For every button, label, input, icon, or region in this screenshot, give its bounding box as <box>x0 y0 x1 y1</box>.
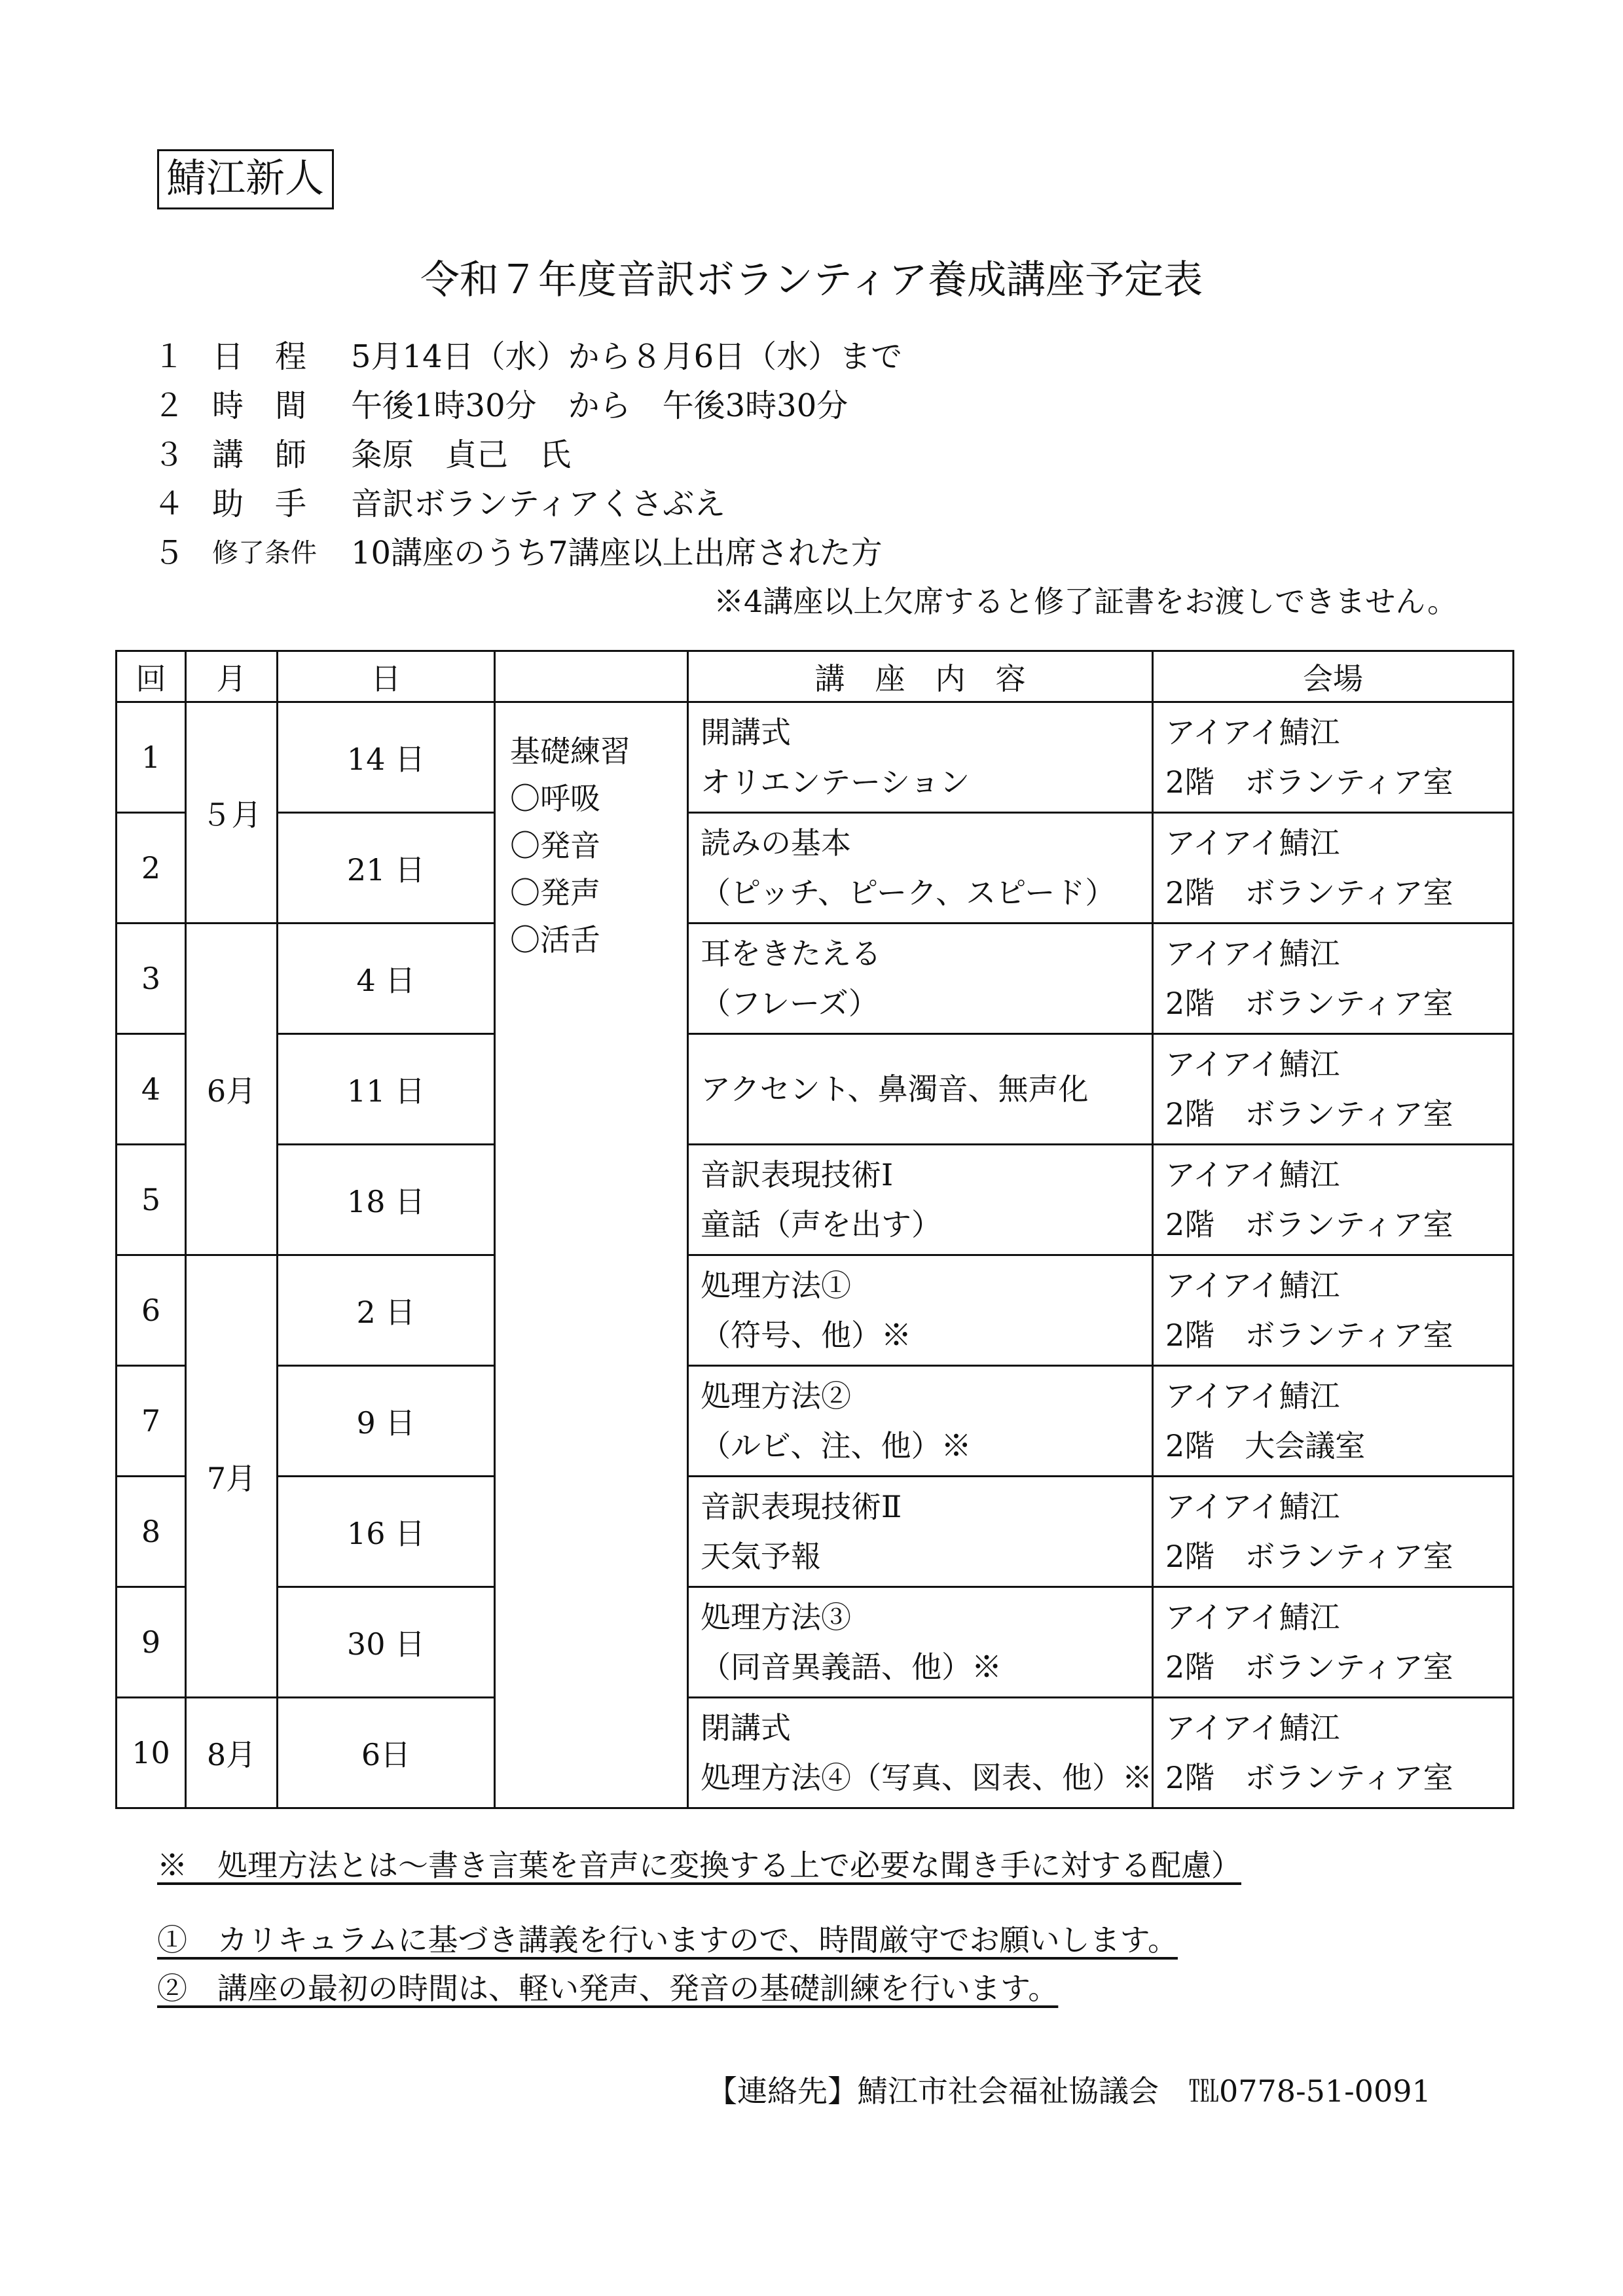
kai-cell: 9 <box>117 1587 186 1698</box>
info-value: 音訳ボランティアくさぶえ <box>351 486 726 522</box>
content-line: 処理方法① <box>701 1268 851 1303</box>
kai-cell: 3 <box>117 924 186 1034</box>
venue-cell <box>1153 1255 1514 1366</box>
kai-cell: 5 <box>117 1145 186 1255</box>
page-title: 令和７年度音訳ボランティア養成講座予定表 <box>420 257 1203 303</box>
day-cell: 21 日 <box>278 813 495 924</box>
processing-method-note: ※ 処理方法とは～書き言葉を音声に変換する上で必要な聞き手に対する配慮） <box>157 1848 1241 1883</box>
venue-line: 2階 ボランティア室 <box>1165 764 1453 800</box>
venue-line: アイアイ鯖江 <box>1165 1600 1340 1635</box>
venue-line: アイアイ鯖江 <box>1165 1047 1340 1082</box>
venue-line: アイアイ鯖江 <box>1165 1489 1340 1524</box>
table-header-row <box>117 651 1514 702</box>
venue-cell <box>1153 924 1514 1034</box>
header-content: 講 座 内 容 <box>688 651 1153 702</box>
practice-item: 〇活舌 <box>510 922 600 958</box>
content-line: （ピッチ、ピーク、スピード） <box>701 875 1116 910</box>
info-value: 5月14日（水）から８月6日（水）まで <box>351 338 903 375</box>
content-line: 音訳表現技術Ⅰ <box>701 1157 894 1193</box>
content-cell <box>688 1587 1153 1698</box>
venue-cell <box>1153 1034 1514 1145</box>
day-cell: 9 日 <box>278 1366 495 1477</box>
venue-cell <box>1153 1477 1514 1587</box>
day-cell: 16 日 <box>278 1477 495 1587</box>
venue-line: アイアイ鯖江 <box>1165 1710 1340 1746</box>
content-line: 読みの基本 <box>701 825 851 861</box>
venue-cell <box>1153 702 1514 813</box>
venue-line: アイアイ鯖江 <box>1165 936 1340 971</box>
info-value: 10講座のうち7講座以上出席された方 <box>351 535 883 571</box>
venue-line: 2階 ボランティア室 <box>1165 986 1453 1021</box>
venue-line: アイアイ鯖江 <box>1165 1378 1340 1414</box>
venue-line: 2階 ボランティア室 <box>1165 1096 1453 1132</box>
content-line: 処理方法③ <box>701 1600 851 1635</box>
content-line: （符号、他）※ <box>701 1318 911 1353</box>
table-row <box>117 1587 1514 1698</box>
note-2: ② 講座の最初の時間は、軽い発声、発音の基礎訓練を行います。 <box>157 1971 1059 2006</box>
kai-cell: 1 <box>117 702 186 813</box>
day-cell: 14 日 <box>278 702 495 813</box>
content-cell <box>688 702 1153 813</box>
header-kai: 回 <box>117 651 186 702</box>
content-cell <box>688 1034 1153 1145</box>
contact-info: 【連絡先】鯖江市社会福祉協議会 ℡0778-51-0091 <box>707 2073 1431 2109</box>
kai-cell: 8 <box>117 1477 186 1587</box>
practice-item: 〇呼吸 <box>510 781 600 816</box>
day-cell: 2 日 <box>278 1255 495 1366</box>
kai-cell: 10 <box>117 1698 186 1808</box>
practice-item: 〇発声 <box>510 875 600 910</box>
content-line: オリエンテーション <box>701 764 970 800</box>
kai-cell: 7 <box>117 1366 186 1477</box>
content-cell <box>688 813 1153 924</box>
header-month: 月 <box>186 651 278 702</box>
table-row <box>117 702 1514 813</box>
info-number: ２ <box>153 387 185 424</box>
header-venue: 会場 <box>1153 651 1514 702</box>
venue-line: 2階 ボランティア室 <box>1165 1539 1453 1574</box>
content-line: 童話（声を出す） <box>701 1207 941 1242</box>
content-cell <box>688 1145 1153 1255</box>
venue-line: 2階 大会議室 <box>1165 1428 1366 1463</box>
info-label: 日 程 <box>212 338 307 375</box>
day-cell: 30 日 <box>278 1587 495 1698</box>
venue-line: アイアイ鯖江 <box>1165 825 1340 861</box>
content-line: 開講式 <box>701 715 791 750</box>
table-row <box>117 1255 1514 1366</box>
venue-cell <box>1153 1366 1514 1477</box>
practice-title: 基礎練習 <box>510 734 630 769</box>
table-row <box>117 1477 1514 1587</box>
category-tag: 鯖江新人 <box>157 149 334 209</box>
content-line: （ルビ、注、他）※ <box>701 1428 972 1463</box>
venue-line: 2階 ボランティア室 <box>1165 1318 1453 1353</box>
venue-line: アイアイ鯖江 <box>1165 1157 1340 1193</box>
practice-item: 〇発音 <box>510 828 600 863</box>
content-cell <box>688 1477 1153 1587</box>
kai-cell: 2 <box>117 813 186 924</box>
venue-cell <box>1153 1145 1514 1255</box>
note-1: ① カリキュラムに基づき講義を行いますので、時間厳守でお願いします。 <box>157 1922 1178 1958</box>
venue-line: 2階 ボランティア室 <box>1165 1207 1453 1242</box>
schedule-table <box>115 650 1514 1809</box>
table-row <box>117 1698 1514 1808</box>
content-cell <box>688 1255 1153 1366</box>
info-label: 修了条件 <box>212 538 317 568</box>
content-line: （フレーズ） <box>701 986 879 1021</box>
day-cell: 18 日 <box>278 1145 495 1255</box>
info-label: 助 手 <box>212 486 307 522</box>
info-number: ３ <box>153 437 185 473</box>
venue-line: 2階 ボランティア室 <box>1165 1760 1453 1795</box>
content-cell <box>688 1366 1153 1477</box>
header-practice <box>495 651 688 702</box>
content-line: 天気予報 <box>701 1539 821 1574</box>
month-cell-june: 6月 <box>186 924 278 1255</box>
content-line: 処理方法② <box>701 1378 851 1414</box>
table-row <box>117 1034 1514 1145</box>
table-row <box>117 924 1514 1034</box>
kai-cell: 6 <box>117 1255 186 1366</box>
kai-cell: 4 <box>117 1034 186 1145</box>
venue-line: アイアイ鯖江 <box>1165 715 1340 750</box>
info-value: 午後1時30分 から 午後3時30分 <box>351 387 848 424</box>
venue-cell <box>1153 813 1514 924</box>
venue-cell <box>1153 1587 1514 1698</box>
content-line: （同音異義語、他）※ <box>701 1649 1002 1685</box>
header-day: 日 <box>278 651 495 702</box>
month-cell-august: 8月 <box>186 1698 278 1808</box>
info-label: 講 師 <box>212 437 307 473</box>
day-cell: 6日 <box>278 1698 495 1808</box>
table-row <box>117 813 1514 924</box>
content-cell <box>688 924 1153 1034</box>
content-line: 処理方法④（写真、図表、他）※ <box>701 1760 1152 1795</box>
info-value: 粂原 貞己 氏 <box>351 437 572 473</box>
info-number: ４ <box>153 486 185 522</box>
month-cell-july: 7月 <box>186 1255 278 1698</box>
content-line: アクセント、鼻濁音、無声化 <box>701 1071 1089 1107</box>
month-cell-may: ５月 <box>186 702 278 924</box>
table-row <box>117 1366 1514 1477</box>
content-line: 音訳表現技術Ⅱ <box>701 1489 902 1524</box>
venue-line: 2階 ボランティア室 <box>1165 875 1453 910</box>
table-row <box>117 1145 1514 1255</box>
info-number: ５ <box>153 535 185 571</box>
content-cell <box>688 1698 1153 1808</box>
content-line: 耳をきたえる <box>701 936 881 971</box>
day-cell: 4 日 <box>278 924 495 1034</box>
absence-note: ※4講座以上欠席すると修了証書をお渡しできません。 <box>714 584 1458 619</box>
info-label: 時 間 <box>212 387 307 424</box>
day-cell: 11 日 <box>278 1034 495 1145</box>
venue-line: 2階 ボランティア室 <box>1165 1649 1453 1685</box>
content-line: 閉講式 <box>701 1710 791 1746</box>
practice-cell <box>495 702 688 1808</box>
info-number: １ <box>153 338 185 375</box>
venue-line: アイアイ鯖江 <box>1165 1268 1340 1303</box>
venue-cell <box>1153 1698 1514 1808</box>
